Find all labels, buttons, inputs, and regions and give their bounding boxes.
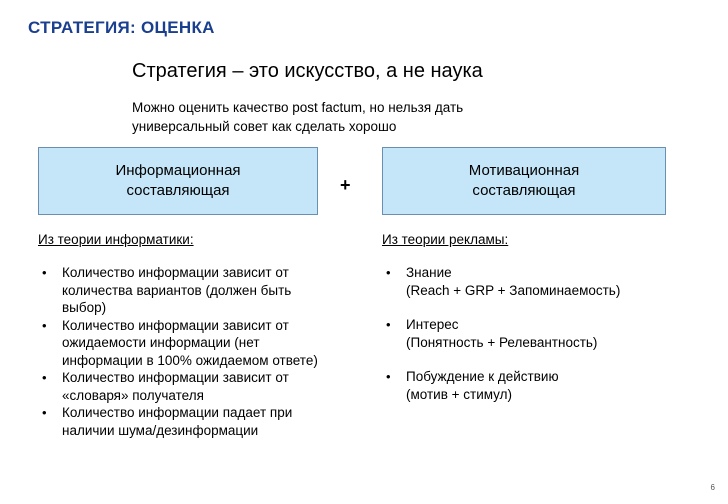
information-component-label: Информационная составляющая bbox=[115, 162, 241, 199]
informatics-theory-list bbox=[38, 264, 338, 439]
list-item-text: Количество информации зависит от количества вариантов (должен быть выбор) bbox=[62, 265, 292, 315]
advertising-theory-heading: Из теории рекламы: bbox=[382, 232, 509, 247]
list-item-title: Побуждение к действию bbox=[406, 369, 559, 384]
motivation-component-label: Мотивационная составляющая bbox=[468, 162, 580, 199]
bullet-icon: • bbox=[386, 369, 391, 384]
subtitle: Можно оценить качество post factum, но нельзя дать универсальный совет как сделать хорошо bbox=[132, 100, 464, 134]
list-item bbox=[38, 264, 338, 317]
list-item-text: Количество информации падает при наличии шума/дезинформации bbox=[62, 405, 293, 438]
page-number: 6 bbox=[710, 483, 715, 492]
bullet-icon: • bbox=[386, 265, 391, 280]
list-item bbox=[38, 317, 338, 370]
list-item-title: Интерес bbox=[406, 317, 459, 332]
advertising-theory-list bbox=[382, 264, 682, 420]
information-component-box bbox=[38, 147, 318, 215]
plus-connector: + bbox=[340, 175, 351, 195]
list-item bbox=[38, 404, 338, 439]
list-item bbox=[38, 369, 338, 404]
bullet-icon: • bbox=[42, 405, 47, 420]
bullet-icon: • bbox=[42, 317, 47, 333]
bullet-icon: • bbox=[42, 370, 47, 385]
main-title: Стратегия – это искусство, а не наука bbox=[132, 60, 483, 82]
list-item-detail: (мотив + стимул) bbox=[406, 386, 513, 402]
list-item bbox=[382, 264, 682, 299]
bullet-icon: • bbox=[42, 265, 47, 280]
bullet-icon: • bbox=[386, 317, 391, 332]
list-item-detail: (Понятность + Релевантность) bbox=[406, 334, 598, 350]
list-item-title: Знание bbox=[406, 265, 452, 280]
slide-header-title: СТРАТЕГИЯ: ОЦЕНКА bbox=[28, 18, 215, 37]
motivation-component-box bbox=[382, 147, 666, 215]
list-item-text: Количество информации зависит от «словаря» получателя bbox=[62, 370, 289, 403]
list-item bbox=[382, 368, 682, 403]
list-item-detail: (Reach + GRP + Запоминаемость) bbox=[406, 282, 621, 298]
list-item bbox=[382, 316, 682, 351]
informatics-theory-heading: Из теории информатики: bbox=[38, 232, 194, 247]
list-item-text: Количество информации зависит от ожидаемости информации (нет информации в 100% ожидаемом ответе) bbox=[62, 317, 318, 368]
